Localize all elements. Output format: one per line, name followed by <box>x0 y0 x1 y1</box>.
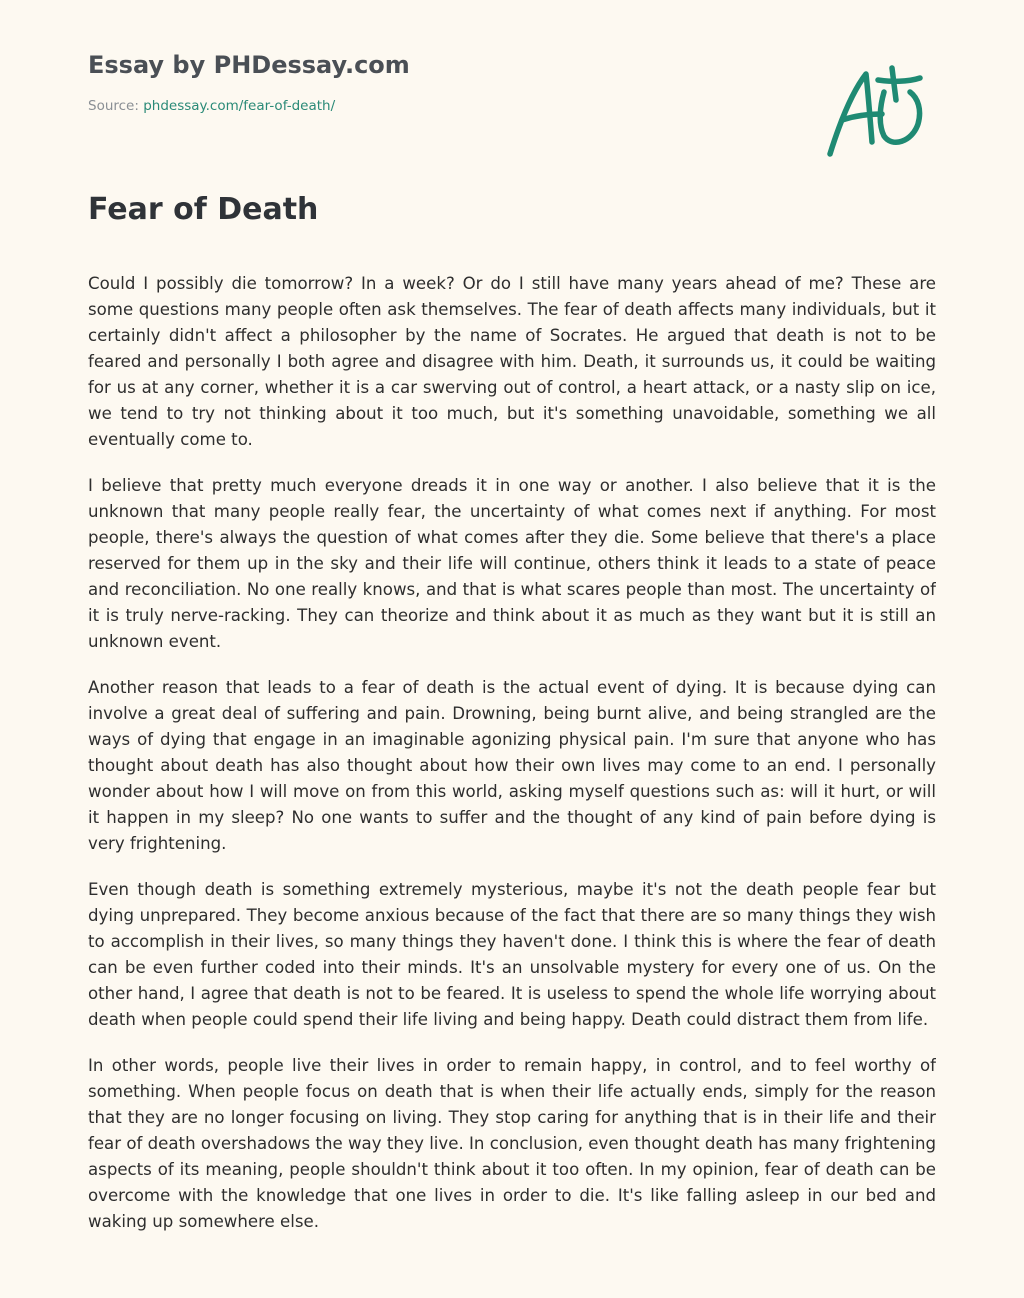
essay-paragraph: I believe that pretty much everyone dreads it in one way or another. I also believe that it is the unknown that many people really fear, the uncertainty of what comes next if anything. For most people, there's always the question of what comes after they die. Some believe that there's a place reserved for them up in the sky and their life will continue, others think it leads to a state of peace and reconciliation. No one really knows, and that is what scares people than most. The uncertainty of it is truly nerve-racking. They can theorize and think about it as much as they want but it is still an unknown event. <box>88 476 936 651</box>
essay-header <box>88 48 410 116</box>
essay-title: Fear of Death <box>88 192 319 227</box>
essay-body <box>88 271 936 1248</box>
essay-paragraph: In other words, people live their lives in order to remain happy, in control, and to feel worthy of something. When people focus on death that is when their life actually ends, simply for the reason that they are no longer focusing on living. They stop caring for anything that is in their life and their fear of death overshadows the way they live. In conclusion, even thought death has many frightening aspects of its meaning, people shouldn't think about it too often. In my opinion, fear of death can be overcome with the knowledge that one lives in order to die. It's like falling asleep in our bed and waking up somewhere else. <box>88 1056 936 1231</box>
essay-paragraph: Could I possibly die tomorrow? In a week? Or do I still have many years ahead of me? These are some questions many people often ask themselves. The fear of death affects many individuals, but it certainly didn't affect a philosopher by the name of Socrates. He argued that death is not to be feared and personally I both agree and disagree with him. Death, it surrounds us, it could be waiting for us at any corner, whether it is a car swerving out of control, a heart attack, or a nasty slip on ice, we tend to try not thinking about it too much, but it's something unavoidable, something we all eventually come to. <box>88 274 936 449</box>
brand-title: Essay by PHDessay.com <box>88 51 410 79</box>
essay-paragraph: Another reason that leads to a fear of death is the actual event of dying. It is because dying can involve a great deal of suffering and pain. Drowning, being burnt alive, and being strangled are the ways of dying that engage in an imaginable agonizing physical pain. I'm sure that anyone who has thought about death has also thought about how their own lives may come to an end. I personally wonder about how I will move on from this world, asking myself questions such as: will it hurt, or will it happen in my sleep? No one wants to suffer and the thought of any kind of pain before dying is very frightening. <box>88 678 936 853</box>
source-line <box>88 96 410 116</box>
essay-paragraph: Even though death is something extremely mysterious, maybe it's not the death people fear but dying unprepared. They become anxious because of the fact that there are so many things they wish to accomplish in their lives, so many things they haven't done. I think this is where the fear of death can be even further coded into their minds. It's an unsolvable mystery for every one of us. On the other hand, I agree that death is not to be feared. It is useless to spend the whole life worrying about death when people could spend their life living and being happy. Death could distract them from life. <box>88 880 936 1029</box>
a-plus-grade-icon <box>822 62 930 162</box>
source-link[interactable]: phdessay.com/fear-of-death/ <box>143 98 336 114</box>
source-label: Source: <box>88 98 144 114</box>
